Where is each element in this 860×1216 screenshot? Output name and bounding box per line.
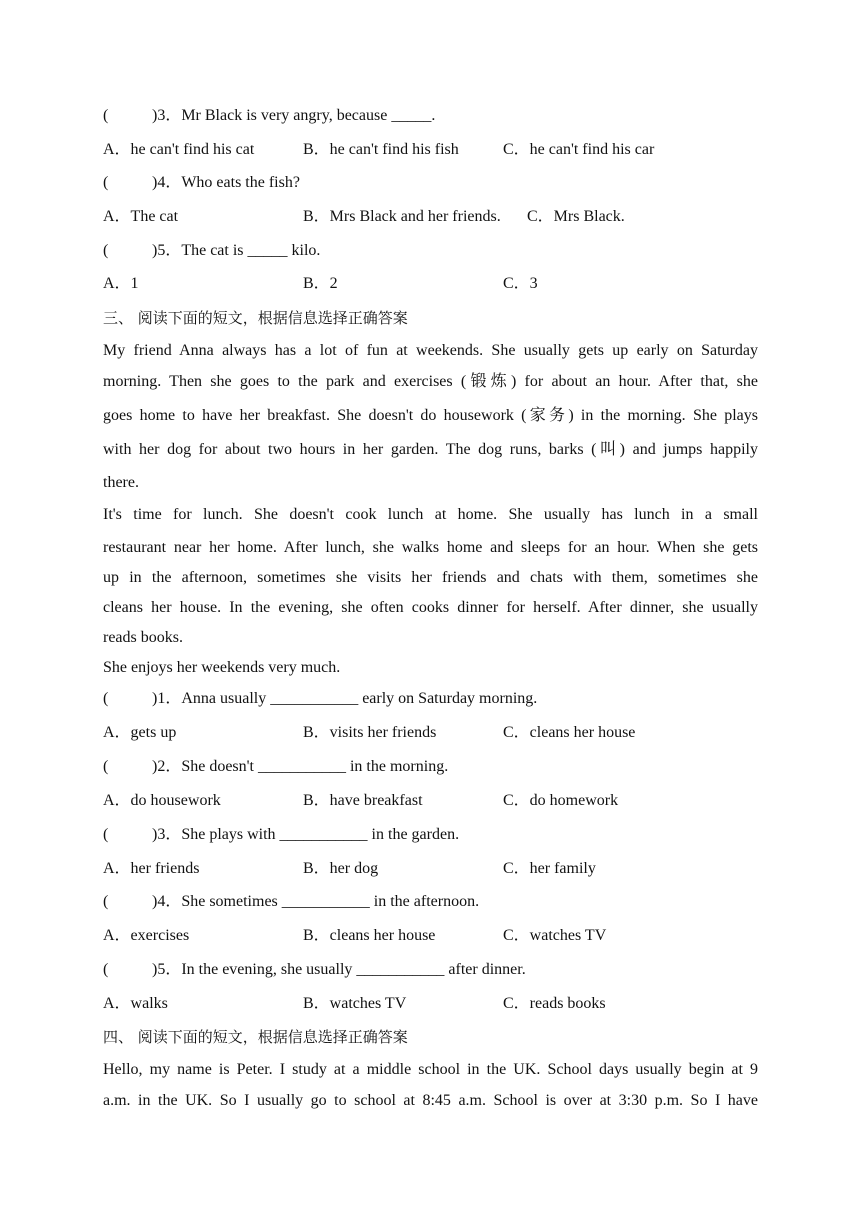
question-3-5 [103, 960, 758, 980]
option-a: A．do housework [103, 792, 221, 809]
option-c: C．Mrs Black. [527, 208, 625, 225]
answer-paren: ( [103, 961, 109, 978]
question-text: )4．She sometimes ___________ in the afternoon. [152, 893, 480, 910]
question-text: )1．Anna usually ___________ early on Saturday morning. [152, 690, 538, 707]
options-a3 [103, 140, 758, 160]
section-heading-4: 四、 阅读下面的短文，根据信息选择正确答案 [103, 1028, 408, 1046]
option-c: C．watches TV [503, 927, 607, 944]
options-3-4 [103, 926, 758, 946]
option-a: A．walks [103, 995, 168, 1012]
option-a: A．The cat [103, 208, 179, 225]
question-text: )5．In the evening, she usually ___________ after dinner. [152, 961, 526, 978]
answer-paren: ( [103, 758, 109, 775]
option-b: B．2 [303, 275, 338, 292]
passage-line: cleans her house. In the evening, she often cooks dinner for herself. After dinner, she usually [103, 599, 758, 616]
option-b: B．her dog [303, 860, 379, 877]
question-3-3 [103, 825, 758, 845]
section-heading-3: 三、 阅读下面的短文，根据信息选择正确答案 [103, 309, 408, 327]
options-3-3 [103, 859, 758, 879]
options-3-1 [103, 723, 758, 743]
question-text: )3．She plays with ___________ in the garden. [152, 826, 460, 843]
option-a: A．gets up [103, 724, 177, 741]
question-text: )3．Mr Black is very angry, because _____. [152, 107, 436, 124]
passage-line: with her dog for about two hours in her garden. The dog runs, barks (叫) and jumps happily [103, 441, 758, 458]
option-c: C．3 [503, 275, 538, 292]
question-text: )2．She doesn't ___________ in the morning. [152, 758, 449, 775]
question-text: )5．The cat is _____ kilo. [152, 242, 321, 259]
answer-paren: ( [103, 174, 109, 191]
option-b: B．he can't find his fish [303, 141, 459, 158]
options-a5 [103, 274, 758, 294]
passage-line: It's time for lunch. She doesn't cook lunch at home. She usually has lunch in a small [103, 506, 758, 523]
question-3-2 [103, 757, 758, 777]
option-c: C．do homework [503, 792, 619, 809]
passage-line: My friend Anna always has a lot of fun at weekends. She usually gets up early on Saturday [103, 342, 758, 359]
option-b: B．Mrs Black and her friends. [303, 208, 501, 225]
passage-line: goes home to have her breakfast. She doesn't do housework (家务) in the morning. She plays [103, 407, 758, 424]
option-c: C．he can't find his car [503, 141, 655, 158]
answer-paren: ( [103, 826, 109, 843]
passage-line: morning. Then she goes to the park and exercises (锻炼) for about an hour. After that, she [103, 373, 758, 390]
option-c: C．cleans her house [503, 724, 636, 741]
option-c: C．her family [503, 860, 596, 877]
answer-paren: ( [103, 107, 109, 124]
option-c: C．reads books [503, 995, 606, 1012]
options-a4 [103, 207, 758, 227]
passage-line: a.m. in the UK. So I usually go to school at 8:45 a.m. School is over at 3:30 p.m. So I have [103, 1092, 758, 1109]
passage-line: restaurant near her home. After lunch, she walks home and sleeps for an hour. When she gets [103, 539, 758, 556]
option-b: B．visits her friends [303, 724, 437, 741]
passage-line: Hello, my name is Peter. I study at a middle school in the UK. School days usually begin at 9 [103, 1061, 758, 1078]
option-a: A．exercises [103, 927, 190, 944]
option-b: B．cleans her house [303, 927, 436, 944]
option-a: A．her friends [103, 860, 200, 877]
question-a5 [103, 241, 758, 261]
options-3-2 [103, 791, 758, 811]
passage-line: up in the afternoon, sometimes she visits her friends and chats with them, sometimes she [103, 569, 758, 586]
passage-line: She enjoys her weekends very much. [103, 659, 341, 676]
passage-line: there. [103, 474, 139, 491]
option-b: B．watches TV [303, 995, 407, 1012]
option-a: A．he can't find his cat [103, 141, 255, 158]
answer-paren: ( [103, 690, 109, 707]
question-3-4 [103, 892, 758, 912]
question-text: )4．Who eats the fish? [152, 174, 300, 191]
question-a3 [103, 106, 758, 126]
option-a: A．1 [103, 275, 139, 292]
answer-paren: ( [103, 893, 109, 910]
options-3-5 [103, 994, 758, 1014]
question-a4 [103, 173, 758, 193]
option-b: B．have breakfast [303, 792, 423, 809]
passage-line: reads books. [103, 629, 183, 646]
question-3-1 [103, 689, 758, 709]
answer-paren: ( [103, 242, 109, 259]
